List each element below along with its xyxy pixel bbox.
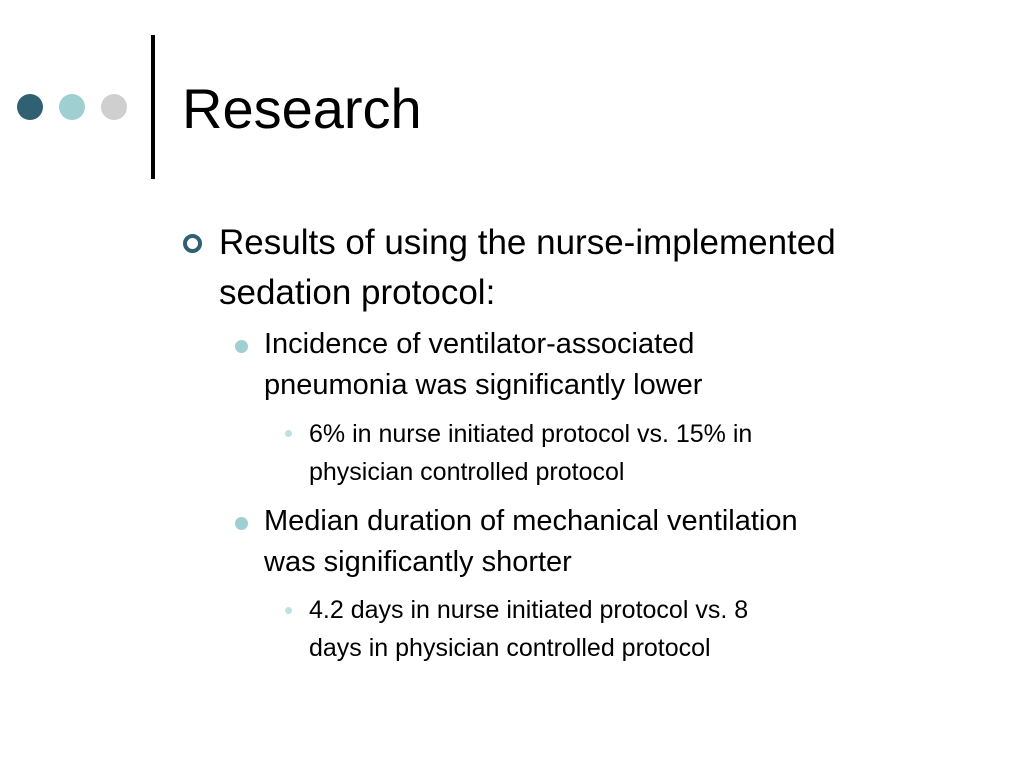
level2-bullet-icon — [235, 517, 248, 530]
level1-line-2: sedation protocol: — [219, 273, 496, 312]
level2-bullet-icon — [235, 340, 248, 353]
detail-duration-text — [309, 591, 748, 667]
decor-dot-dark — [17, 94, 43, 120]
decor-dot-teal — [59, 94, 85, 120]
subpoint-duration-line-2: was significantly shorter — [264, 546, 572, 578]
detail-duration-line-2: days in physician controlled protocol — [309, 634, 711, 662]
level1-point-text — [219, 218, 836, 318]
title-divider — [151, 35, 155, 179]
detail-vap-text — [309, 415, 752, 491]
level3-bullet-icon — [285, 430, 292, 437]
subpoint-vap-line-1: Incidence of ventilator-associated — [264, 328, 695, 360]
subpoint-duration-text — [264, 501, 798, 583]
level3-bullet-icon — [285, 607, 292, 614]
subpoint-duration-line-1: Median duration of mechanical ventilation — [264, 505, 798, 537]
detail-vap-line-1: 6% in nurse initiated protocol vs. 15% in — [309, 420, 753, 448]
detail-duration-line-1: 4.2 days in nurse initiated protocol vs. 8 — [309, 596, 749, 624]
level1-line-1: Results of using the nurse-implemented — [219, 223, 836, 262]
decor-dot-gray — [101, 94, 127, 120]
slide-title: Research — [182, 77, 422, 140]
subpoint-vap-text — [264, 324, 702, 406]
level1-bullet-icon — [183, 234, 202, 253]
subpoint-vap-line-2: pneumonia was significantly lower — [264, 369, 703, 401]
detail-vap-line-2: physician controlled protocol — [309, 458, 625, 486]
